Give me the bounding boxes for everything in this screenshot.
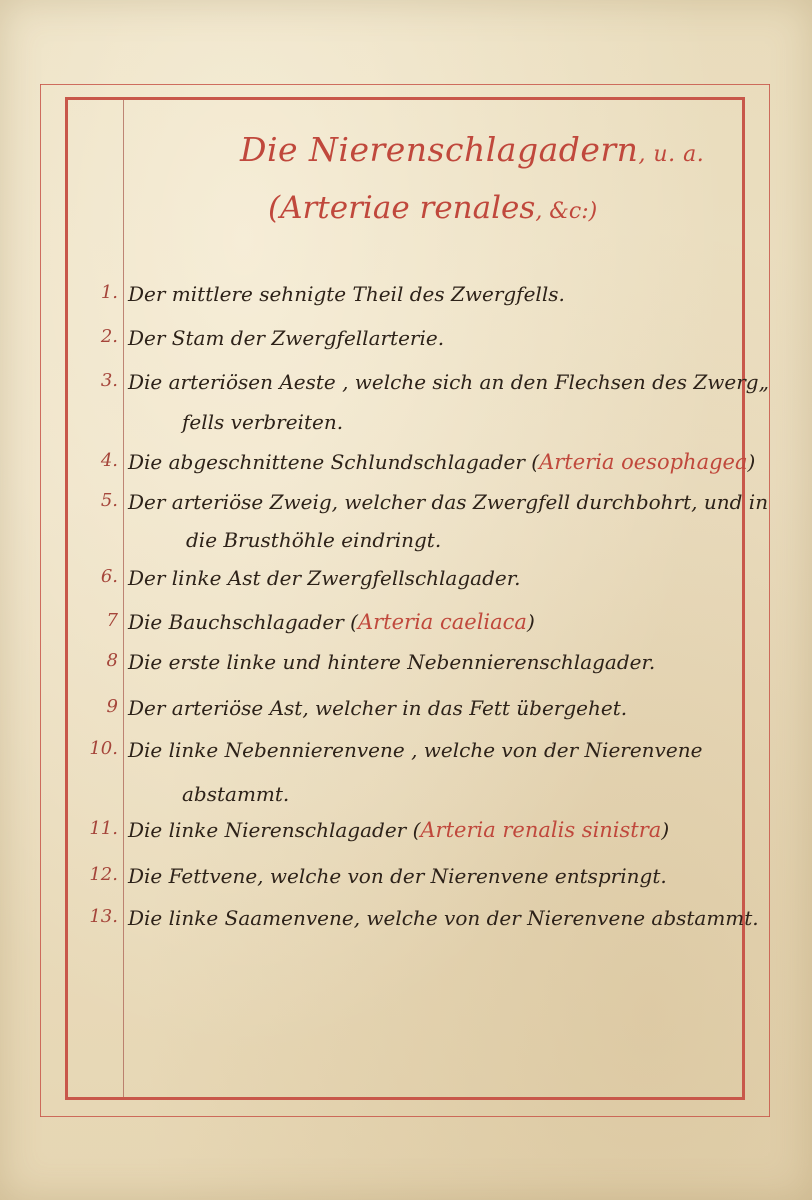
item-number: 8 [106, 650, 118, 671]
item-text: Der arteriöse Ast, welcher in das Fett übergehet. [128, 696, 628, 720]
item-text-continuation-3: fells verbreiten. [182, 410, 344, 434]
item-text: Der arteriöse Zweig, welcher das Zwergfell durchbohrt, und in [128, 490, 769, 514]
list-item-11 [0, 818, 812, 854]
list-item-10 [0, 738, 812, 774]
item-number: 10. [89, 738, 118, 759]
item-text-tail: ) [747, 450, 756, 474]
item-text: Die erste linke und hintere Nebennierenschlagader. [128, 650, 656, 674]
list-item-3 [0, 370, 812, 406]
item-text: Der Stam der Zwergfellarterie. [128, 326, 445, 350]
item-number: 1. [100, 282, 118, 303]
list-item-9 [0, 696, 812, 732]
item-text: Die Bauchschlagader ( [128, 610, 358, 634]
subtitle-suffix: , &c:) [535, 199, 598, 224]
item-number: 6. [100, 566, 118, 587]
inner-frame-top [65, 97, 745, 100]
item-text: Der linke Ast der Zwergfellschlagader. [128, 566, 521, 590]
item-text-continuation-5: die Brusthöhle eindringt. [186, 528, 442, 552]
list-item-7 [0, 610, 812, 646]
item-latin-term: Arteria renalis sinistra [420, 818, 662, 842]
item-text: Die Fettvene, welche von der Nierenvene entspringt. [128, 864, 667, 888]
list-item-4 [0, 450, 812, 486]
list-item-8 [0, 650, 812, 686]
list-item-2 [0, 326, 812, 362]
item-number: 4. [100, 450, 118, 471]
item-text-7 [128, 610, 535, 634]
item-number: 12. [89, 864, 118, 885]
list-item-12 [0, 864, 812, 900]
item-number: 13. [89, 906, 118, 927]
item-text-tail: ) [661, 818, 670, 842]
item-text-tail: ) [526, 610, 535, 634]
item-number: 11. [89, 818, 118, 839]
item-number: 3. [100, 370, 118, 391]
list-item-6 [0, 566, 812, 602]
item-text-continuation-10: abstammt. [182, 782, 290, 806]
item-text: Die arteriösen Aeste , welche sich an den Flechsen des Zwerg„ [128, 370, 769, 394]
item-number: 9 [106, 696, 118, 717]
item-text: Die abgeschnittene Schlundschlagader ( [128, 450, 540, 474]
item-latin-term: Arteria oesophagea [539, 450, 748, 474]
subtitle-latin: (Arteriae renales [268, 190, 536, 226]
item-number: 2. [100, 326, 118, 347]
item-text: Die linke Saamenvene, welche von der Nierenvene abstammt. [128, 906, 759, 930]
title-suffix: , u. a. [638, 142, 705, 167]
item-text: Die linke Nierenschlagader ( [128, 818, 421, 842]
outer-frame-top [40, 84, 770, 85]
item-text-11 [128, 818, 669, 842]
item-number: 7 [106, 610, 118, 631]
list-item-13 [0, 906, 812, 942]
title-main: Die Nierenschlagadern [240, 130, 639, 169]
list-item-5 [0, 490, 812, 526]
page-subtitle-latin [268, 190, 668, 226]
inner-frame-bottom [65, 1097, 745, 1100]
item-latin-term: Arteria caeliaca [357, 610, 527, 634]
item-text-4 [128, 450, 755, 474]
item-text: Die linke Nebennierenvene , welche von der Nierenvene [128, 738, 703, 762]
list-item-1 [0, 282, 812, 318]
page-title [240, 130, 705, 169]
item-number: 5. [100, 490, 118, 511]
outer-frame-bottom [40, 1116, 770, 1117]
item-text: Der mittlere sehnigte Theil des Zwergfells. [128, 282, 565, 306]
